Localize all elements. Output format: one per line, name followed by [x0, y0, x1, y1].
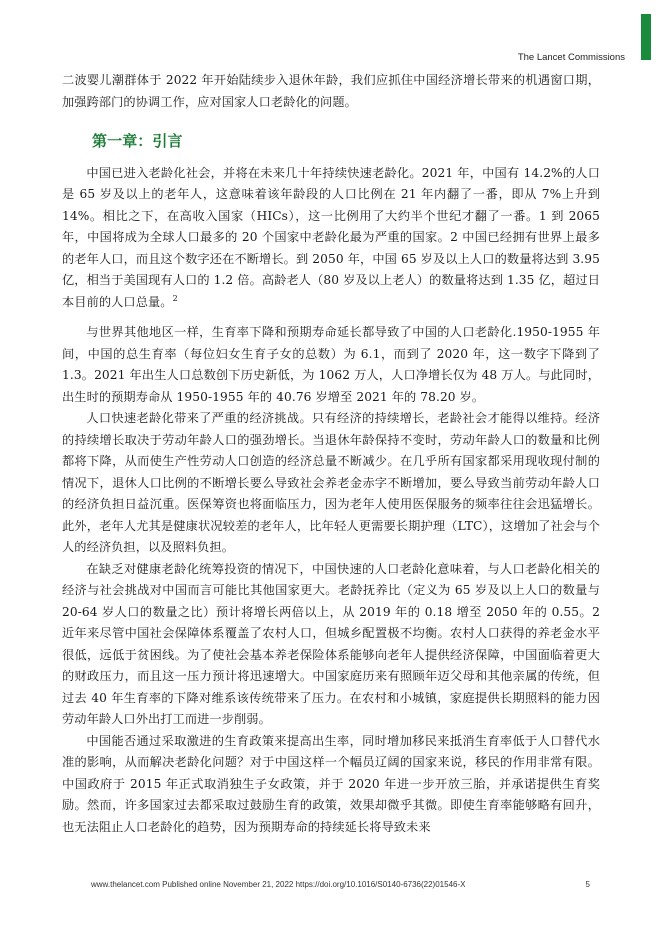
paragraph-1 [62, 163, 600, 314]
paragraph-1-text: 中国已进入老龄化社会，并将在未来几十年持续快速老龄化。2021 年，中国有 14.2%的人口是 65 岁及以上的老年人，这意味着该年龄段的人口比例在 21 年内翻了一番，即从 7%上升到 14%。相比之下，在高收入国家（HICs），这一比例用了大约半个世纪才翻了一番。1 到 2065 年，中国将成为全球人口最多的 20 个国家中老龄化最为严重的国家。2 中国已经拥有世界上最多的老年人口，而且这个数字还在不断增长。到 2050 年，中国 65 岁及以上人口的数量将达到 3.95 亿，相当于美国现有人口的 1.2 倍。高龄老人（80 岁及以上老人）的数量将达到 1.35 亿，超过日本目前的人口总量。 [62, 165, 600, 309]
section-accent-bar [641, 14, 651, 60]
paragraph-3: 人口快速老龄化带来了严重的经济挑战。只有经济的持续增长，老龄社会才能得以维持。经济的持续增长取决于劳动年龄人口的强劲增长。当退休年龄保持不变时，劳动年龄人口的数量和比例都将下降，从而使生产性劳动人口创造的经济总量不断减少。在几乎所有国家都采用现收现付制的情况下，退休人口比例的不断增长要么导致社会养老金赤字不断增加，要么导致当前劳动年龄人口的经济负担日益沉重。医保筹资也将面临压力，因为老年人使用医保服务的频率往往会迅猛增长。此外，老年人尤其是健康状况较差的老年人，比年轻人更需要长期护理（LTC），这增加了社会与个人的经济负担，以及照料负担。 [62, 411, 600, 554]
chapter-title: 第一章：引言 [92, 132, 183, 150]
page-number: 5 [585, 880, 590, 889]
citation-ref[interactable]: 2 [172, 293, 178, 303]
footer-citation: www.thelancet.com Published online November 21, 2022 https://doi.org/10.1016/S0140-6736(22)01546-X [91, 880, 466, 889]
paragraph-5: 中国能否通过采取激进的生育政策来提高出生率，同时增加移民来抵消生育率低于人口替代水准的影响，从而解决老龄化问题？对于中国这样一个幅员辽阔的国家来说，移民的作用非常有限。中国政府于 2015 年正式取消独生子女政策，并于 2020 年进一步开放三胎，并承诺提供生育奖励。然而，许多国家过去都采取过鼓励生育的政策，效果却微乎其微。即使生育率能够略有回升，也无法阻止人口老龄化的趋势，因为预期寿命的持续延长将导致未来 [62, 733, 600, 834]
intro-paragraph: 二波婴儿潮群体于 2022 年开始陆续步入退休年龄，我们应抓住中国经济增长带来的机遇窗口期，加强跨部门的协调工作，应对国家人口老龄化的问题。 [62, 73, 600, 109]
paragraph-4: 在缺乏对健康老龄化统筹投资的情况下，中国快速的人口老龄化意味着，与人口老龄化相关的经济与社会挑战对中国而言可能比其他国家更大。老龄抚养比（定义为 65 岁及以上人口的数量与 20-64 岁人口的数量之比）预计将增长两倍以上，从 2019 年的 0.18 增至 2050 年的 0.55。2 近年来尽管中国社会保障体系覆盖了农村人口，但城乡配置极不均衡。农村人口获得的养老金水平很低，远低于贫困线。为了使社会基本养老保险体系能够向老年人提供经济保障，中国面临着更大的财政压力，而且这一压力预计将迅速增大。中国家庭历来有照顾年迈父母和其他亲属的传统，但过去 40 年生育率的下降对维系该传统带来了压力。在农村和小城镇，家庭提供长期照料的能力因劳动年龄人口外出打工而进一步削弱。 [62, 561, 600, 726]
paragraph-2: 与世界其他地区一样，生育率下降和预期寿命延长都导致了中国的人口老龄化.1950-1955 年间，中国的总生育率（每位妇女生育子女的总数）为 6.1，而到了 2020 年，这一数字下降到了 1.3。2021 年出生人口总数创下历史新低，为 1062 万人，人口净增长仅为 48 万人。与此同时，出生时的预期寿命从 1950-1955 年的 40.76 岁增至 2021 年的 78.20 岁。 [62, 325, 600, 404]
journal-section-header: The Lancet Commissions [517, 52, 625, 63]
article-body [62, 70, 600, 838]
